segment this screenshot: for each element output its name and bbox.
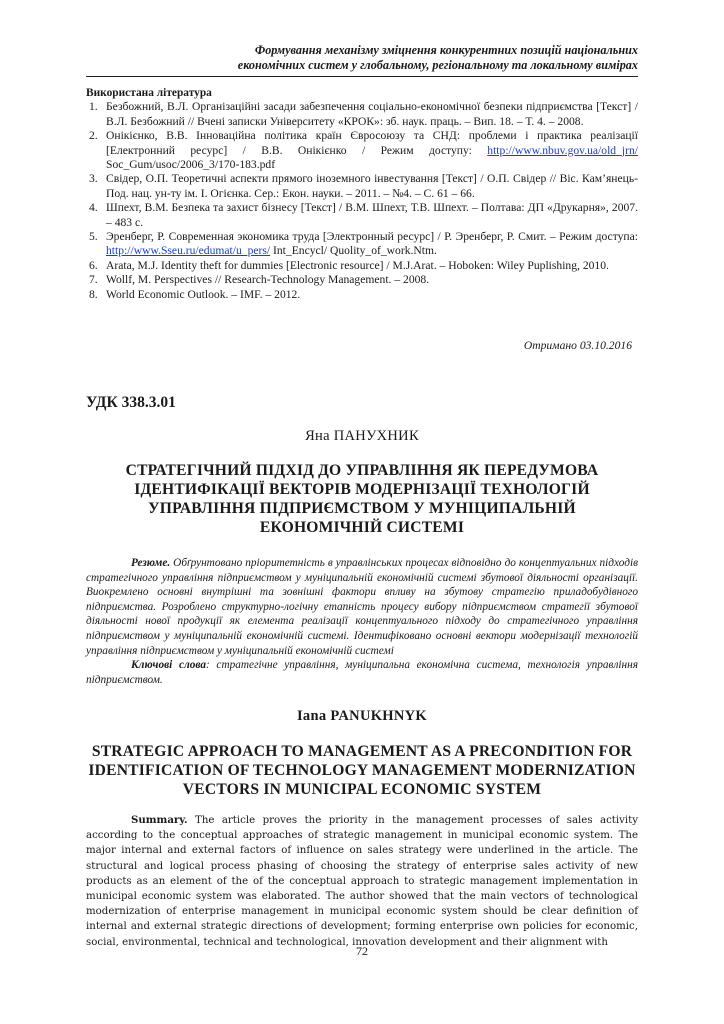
reference-text: Wollf, M. Perspectives // Research-Technology Management. – 2008. xyxy=(106,273,430,287)
reference-item-1 xyxy=(86,100,638,129)
udk-code: УДК 338.3.01 xyxy=(86,394,176,411)
reference-number: 2. xyxy=(89,129,98,143)
reference-number: 1. xyxy=(89,100,98,114)
reference-text: Безбожний, В.Л. Організаційні засади забезпечення соціально-економічної безпеки підприємства [Текст] / В.Л. Безбожний // Вчені записки Університету «КРОК»: зб. наук. праць. – Вип. 18. – Т. 4. – 2008. xyxy=(106,100,638,128)
reference-number: 4. xyxy=(89,201,98,215)
abstract-en xyxy=(86,813,638,950)
author-name-en: Iana PANUKHNYK xyxy=(296,708,427,724)
reference-item-7 xyxy=(86,273,638,287)
reference-text: World Economic Outlook. – IMF. – 2012. xyxy=(106,287,301,301)
reference-text-tail: Soc_Gum/usoc/2006_3/170-183.pdf xyxy=(106,158,276,172)
reference-number: 3. xyxy=(89,172,98,186)
reference-text: Arata, M.J. Identity theft for dummies [Electronic resource] / M.J.Arat. – Hoboken: Wiley Puplishing, 2010. xyxy=(106,258,609,272)
reference-link[interactable]: http://www.Sseu.ru/edumat/u_pers/ xyxy=(106,244,271,258)
reference-text: Эренберг, Р. Современная экономика труда [Электронный ресурс] / Р. Эренберг, Р. Смит. – Режим доступа: xyxy=(106,230,638,244)
reference-text-tail: Int_Encycl/ Quolity_of_work.Ntm. xyxy=(270,244,437,258)
keywords-label-ua: Ключові слова xyxy=(131,659,207,672)
running-header xyxy=(86,43,638,73)
reference-link[interactable]: http://www.nbuv.gov.ua/old_jrn/ xyxy=(487,143,638,157)
reference-number: 8. xyxy=(89,287,98,301)
reference-item-8 xyxy=(86,288,638,302)
article-title-ua: СТРАТЕГІЧНИЙ ПІДХІД ДО УПРАВЛІННЯ ЯК ПЕРЕДУМОВА ІДЕНТИФІКАЦІЇ ВЕКТОРІВ МОДЕРНІЗАЦІЇ ТЕХНОЛОГІЙ УПРАВЛІННЯ ПІДПРИЄМСТВОМ У МУНІЦИПАЛЬНІЙ ЕКОНОМІЧНІЙ СИСТЕМІ xyxy=(125,462,599,536)
references-title: Використана література xyxy=(86,87,212,99)
reference-item-6 xyxy=(86,259,638,273)
page-number: 72 xyxy=(356,944,368,958)
summary-label-ua: Резюме. xyxy=(131,557,171,569)
author-name-ua: Яна ПАНУХНИК xyxy=(305,428,419,444)
running-header-line-2: економічних систем у глобальному, регіональному та локальному вимірах xyxy=(237,58,638,72)
summary-text-ua: Обґрунтовано пріоритетність в управлінських процесах відповідно до концептуальних підходів стратегічного управління підприємством у муніципальній економічній системі збутової діяльності організації. Виокремлено основні внутрішні та зовнішні фактори впливу на збутову стратегію приладобудівного підприємства. Розроблено структурно-логічну етапність процесу вибору підприємством стратегії збутової діяльності нової продукції як елемента реалізації концептуального підходу до стратегічного управління підприємством у муніципальній економічній системі. Ідентифіковано основні вектори модернізації технологій управління підприємством у муніципальній економічній системі xyxy=(86,557,638,657)
reference-item-4 xyxy=(86,201,638,230)
received-date: Отримано 03.10.2016 xyxy=(523,339,632,352)
reference-number: 6. xyxy=(89,258,98,272)
reference-item-3 xyxy=(86,172,638,201)
reference-number: 5. xyxy=(89,230,98,244)
summary-text-en: The article proves the priority in the management processes of sales activity according to the conceptual approaches of strategic management in municipal economic system. The major internal and external factors of influence on sales strategy were underlined in the article. The structural and logical process phasing of choosing the strategy of enterprise sales activity of new products as an element of the of the conceptual approach to strategic management implementation in municipal economic system was elaborated. The author showed that the main vectors of technological modernization of enterprise management in municipal economic system should be clear definition of internal and external strategic directions of development; forming enterprise own policies for economic, social, environmental, technical and technological, innovation development and their alignment with xyxy=(86,815,638,948)
header-rule xyxy=(86,76,638,77)
reference-text: Шпехт, В.М. Безпека та захист бізнесу [Текст] / В.М. Шпехт, Т.В. Шпехт. – Полтава: ДП «Друкарня», 2007. – 483 с. xyxy=(106,201,638,229)
article-title-en: STRATEGIC APPROACH TO MANAGEMENT AS A PRECONDITION FOR IDENTIFICATION OF TECHNOLOGY MANAGEMENT MODERNIZATION VECTORS IN MUNICIPAL ECONOMIC SYSTEM xyxy=(88,743,636,798)
summary-ua xyxy=(86,556,638,658)
reference-number: 7. xyxy=(89,273,98,287)
reference-item-2 xyxy=(86,129,638,172)
reference-text: Онікієнко, В.В. Інноваційна політика країн Євросоюзу та СНД: проблеми і практика реалізації [Електронний ресурс] / В.В. Онікієнко / Режим доступу: xyxy=(106,129,638,157)
keywords-text-ua: : стратегічне управління, муніципальна економічна система, технологія управління підприємством. xyxy=(86,659,638,686)
keywords-ua xyxy=(86,658,638,687)
abstract-ua xyxy=(86,556,638,687)
references-section xyxy=(86,86,638,302)
summary-label-en: Summary. xyxy=(131,814,188,826)
references-list xyxy=(86,100,638,302)
running-header-line-1: Формування механізму зміцнення конкурентних позицій національних xyxy=(254,43,638,57)
summary-en xyxy=(86,813,638,950)
reference-item-5 xyxy=(86,230,638,259)
reference-text: Свідер, О.П. Теоретичні аспекти прямого іноземного інвестування [Текст] / О.П. Свідер // Віс. Кам’янець-Под. нац. ун-ту ім. І. Огієнка. Сер.: Екон. науки. – 2011. – №4. – С. 61 – 66. xyxy=(106,172,638,200)
